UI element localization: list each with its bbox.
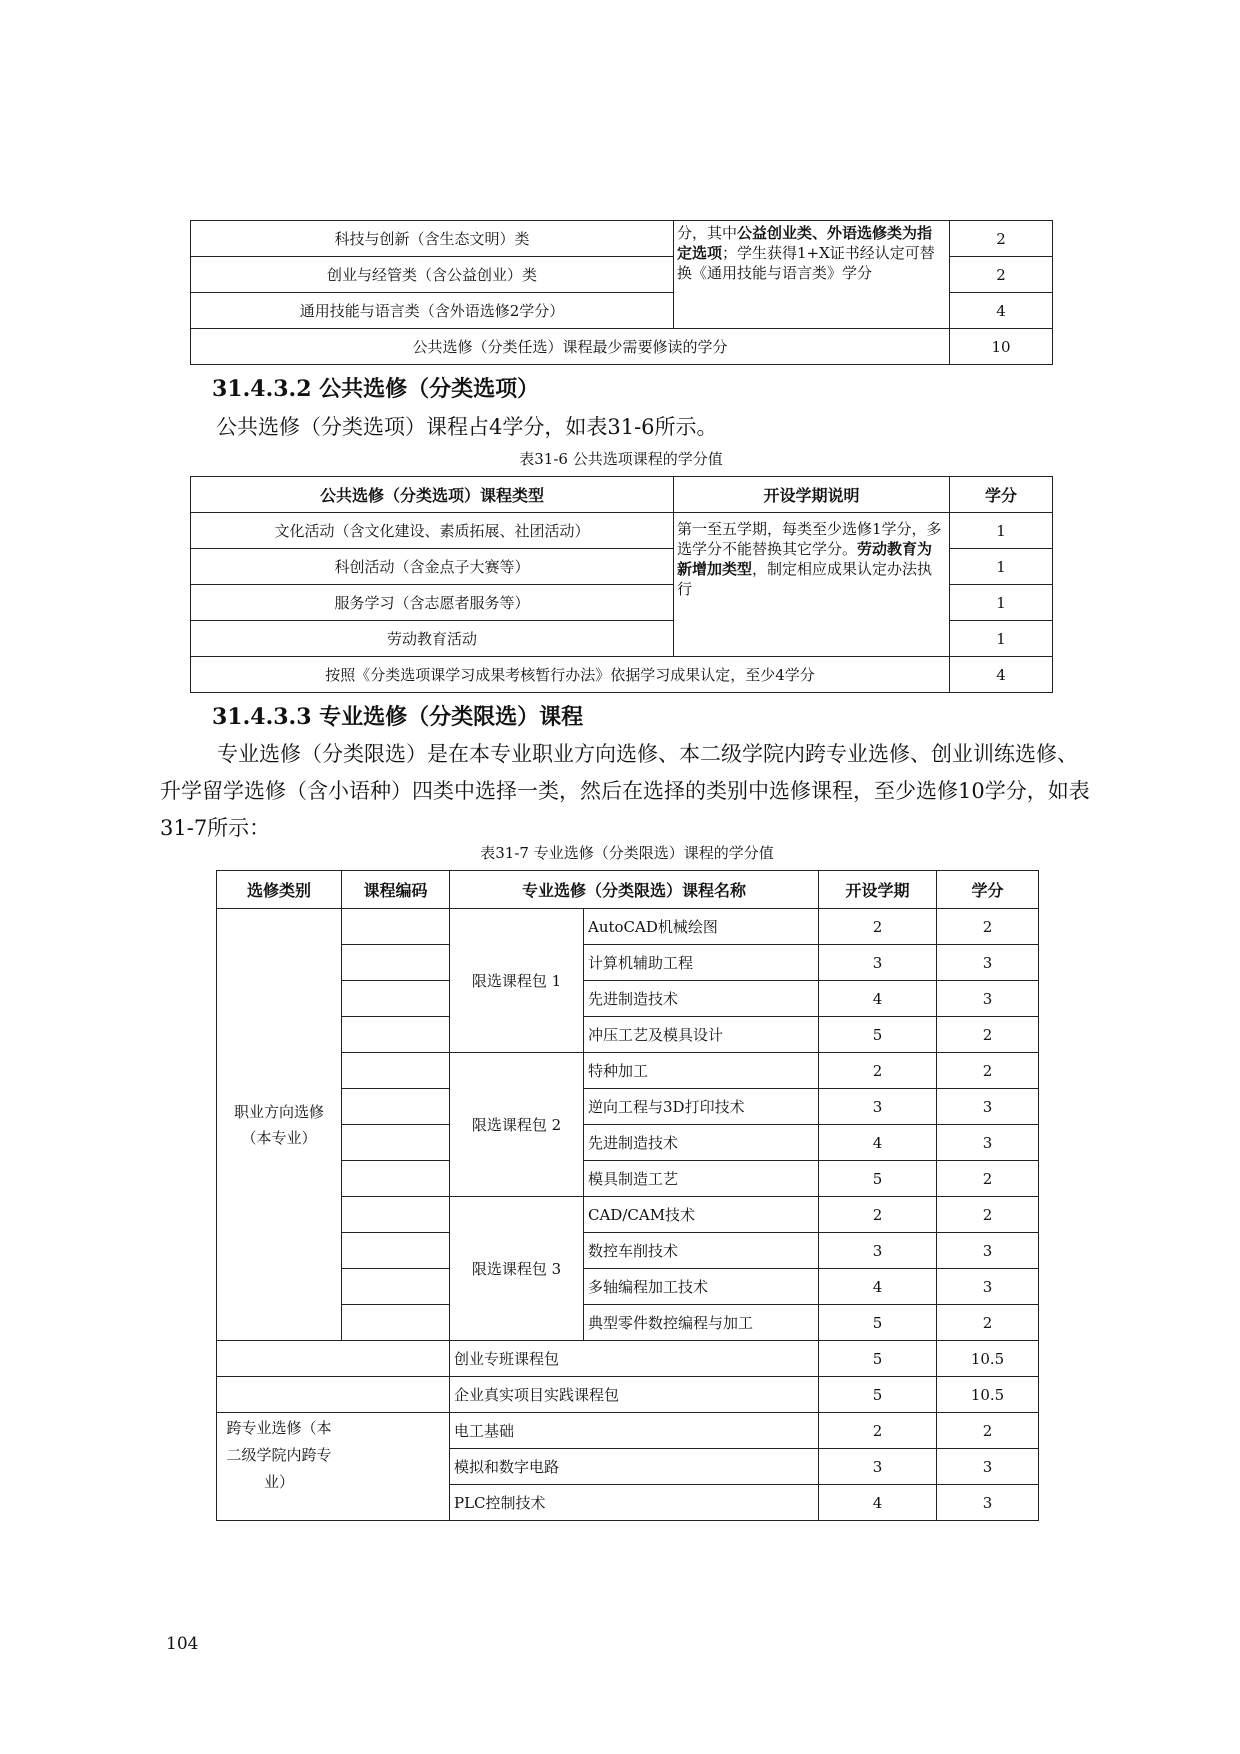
column-header: 课程编码	[342, 871, 450, 909]
package-cell: 限选课程包 1	[450, 909, 584, 1053]
term-cell: 2	[819, 909, 937, 945]
section-heading: 31.4.3.2 公共选修（分类选项）	[212, 376, 540, 402]
section-paragraph: 公共选修（分类选项）课程占4学分，如表31-6所示。	[216, 415, 718, 439]
course-code-cell	[342, 1017, 450, 1053]
course-name-cell: 模具制造工艺	[584, 1161, 819, 1197]
course-name-cell: 多轴编程加工技术	[584, 1269, 819, 1305]
course-code-cell	[342, 945, 450, 981]
credit-cell: 3	[937, 1485, 1039, 1521]
course-name-cell: AutoCAD机械绘图	[584, 909, 819, 945]
public-elective-any-table	[190, 220, 1053, 365]
credit-cell: 2	[937, 1305, 1039, 1341]
term-cell: 5	[819, 1017, 937, 1053]
page-number: 104	[166, 1634, 199, 1654]
term-cell: 5	[819, 1305, 937, 1341]
term-cell: 2	[819, 1053, 937, 1089]
term-cell: 3	[819, 1233, 937, 1269]
course-name-cell: 企业真实项目实践课程包	[450, 1377, 819, 1413]
course-code-cell	[342, 1053, 450, 1089]
credit-cell: 2	[937, 1413, 1039, 1449]
total-label-cell: 按照《分类选项课学习成果考核暂行办法》依据学习成果认定，至少4学分	[191, 657, 950, 693]
credit-cell: 3	[937, 1233, 1039, 1269]
credit-cell: 1	[950, 513, 1053, 549]
term-cell: 4	[819, 1485, 937, 1521]
package-cell: 限选课程包 2	[450, 1053, 584, 1197]
package-cell: 限选课程包 3	[450, 1197, 584, 1341]
column-header: 选修类别	[217, 871, 342, 909]
public-elective-option-table	[190, 476, 1053, 693]
total-label-cell: 公共选修（分类任选）课程最少需要修读的学分	[191, 329, 950, 365]
total-value-cell: 4	[950, 657, 1053, 693]
term-cell: 4	[819, 1269, 937, 1305]
credit-cell: 2	[950, 257, 1053, 293]
column-header: 学分	[937, 871, 1039, 909]
term-cell: 3	[819, 945, 937, 981]
credit-cell: 2	[937, 1161, 1039, 1197]
table-row	[191, 657, 1053, 693]
term-cell: 3	[819, 1449, 937, 1485]
credit-cell: 10.5	[937, 1341, 1039, 1377]
column-header: 学分	[950, 477, 1053, 513]
term-cell: 4	[819, 981, 937, 1017]
credit-cell: 3	[937, 1449, 1039, 1485]
category-cell: 职业方向选修（本专业）	[217, 909, 342, 1341]
course-name-cell: 逆向工程与3D打印技术	[584, 1089, 819, 1125]
term-cell: 5	[819, 1377, 937, 1413]
table-row	[217, 909, 1039, 945]
course-code-cell	[342, 1125, 450, 1161]
course-code-cell	[342, 1269, 450, 1305]
course-code-cell	[342, 1161, 450, 1197]
table-row	[217, 1341, 1039, 1377]
credit-cell: 3	[937, 981, 1039, 1017]
blank-cell	[217, 1341, 450, 1377]
credit-cell: 2	[937, 1053, 1039, 1089]
blank-cell	[217, 1377, 450, 1413]
course-code-cell	[342, 909, 450, 945]
course-code-cell	[342, 981, 450, 1017]
credit-cell: 2	[950, 221, 1053, 257]
course-name-cell: 创业专班课程包	[450, 1341, 819, 1377]
table-caption: 表31-6 公共选项课程的学分值	[519, 450, 723, 468]
term-note-cell: 第一至五学期，每类至少选修1学分，多选学分不能替换其它学分。劳动教育为新增加类型，制定相应成果认定办法执行	[674, 513, 950, 657]
course-type-cell: 劳动教育活动	[191, 621, 674, 657]
course-code-cell	[342, 1233, 450, 1269]
credit-cell: 2	[937, 909, 1039, 945]
table-row	[191, 221, 1053, 257]
credit-cell: 1	[950, 549, 1053, 585]
table-row	[217, 1413, 1039, 1449]
course-type-cell: 通用技能与语言类（含外语选修2学分）	[191, 293, 674, 329]
course-type-cell: 文化活动（含文化建设、素质拓展、社团活动）	[191, 513, 674, 549]
table-caption: 表31-7 专业选修（分类限选）课程的学分值	[480, 844, 774, 862]
section-paragraph: 专业选修（分类限选）是在本专业职业方向选修、本二级学院内跨专业选修、创业训练选修、升学留学选修（含小语种）四类中选择一类，然后在选择的类别中选修课程，至少选修10学分，如表31-7所示：	[160, 742, 1090, 840]
course-name-cell: 计算机辅助工程	[584, 945, 819, 981]
course-name-cell: 电工基础	[450, 1413, 819, 1449]
course-name-cell: 典型零件数控编程与加工	[584, 1305, 819, 1341]
course-code-cell	[342, 1305, 450, 1341]
course-name-cell: 数控车削技术	[584, 1233, 819, 1269]
course-code-cell	[342, 1089, 450, 1125]
term-cell: 4	[819, 1125, 937, 1161]
table-row	[191, 513, 1053, 549]
credit-cell: 1	[950, 621, 1053, 657]
credit-cell: 3	[937, 945, 1039, 981]
term-cell: 2	[819, 1197, 937, 1233]
term-cell: 5	[819, 1341, 937, 1377]
credit-cell: 2	[937, 1197, 1039, 1233]
credit-cell: 3	[937, 1125, 1039, 1161]
course-name-cell: PLC控制技术	[450, 1485, 819, 1521]
course-name-cell: CAD/CAM技术	[584, 1197, 819, 1233]
credit-cell: 1	[950, 585, 1053, 621]
credit-cell: 4	[950, 293, 1053, 329]
course-name-cell: 先进制造技术	[584, 981, 819, 1017]
table-header-row	[191, 477, 1053, 513]
course-type-cell: 科创活动（含金点子大赛等）	[191, 549, 674, 585]
course-name-cell: 特种加工	[584, 1053, 819, 1089]
category-cell: 跨专业选修（本二级学院内跨专业）	[217, 1413, 450, 1521]
credit-cell: 2	[937, 1017, 1039, 1053]
course-type-cell: 创业与经管类（含公益创业）类	[191, 257, 674, 293]
elective-note-cell: 分，其中公益创业类、外语选修类为指定选项；学生获得1+X证书经认定可替换《通用技能与语言类》学分	[674, 221, 950, 329]
term-cell: 2	[819, 1413, 937, 1449]
table-row	[191, 329, 1053, 365]
course-code-cell	[342, 1197, 450, 1233]
credit-cell: 3	[937, 1269, 1039, 1305]
course-type-cell: 服务学习（含志愿者服务等）	[191, 585, 674, 621]
column-header: 公共选修（分类选项）课程类型	[191, 477, 674, 513]
course-type-cell: 科技与创新（含生态文明）类	[191, 221, 674, 257]
credit-cell: 10.5	[937, 1377, 1039, 1413]
section-heading: 31.4.3.3 专业选修（分类限选）课程	[212, 704, 584, 730]
table-row	[217, 1377, 1039, 1413]
column-header: 专业选修（分类限选）课程名称	[450, 871, 819, 909]
term-cell: 5	[819, 1161, 937, 1197]
total-value-cell: 10	[950, 329, 1053, 365]
major-elective-table	[216, 870, 1039, 1521]
column-header: 开设学期	[819, 871, 937, 909]
course-name-cell: 模拟和数字电路	[450, 1449, 819, 1485]
course-name-cell: 先进制造技术	[584, 1125, 819, 1161]
course-name-cell: 冲压工艺及模具设计	[584, 1017, 819, 1053]
table-header-row	[217, 871, 1039, 909]
column-header: 开设学期说明	[674, 477, 950, 513]
term-cell: 3	[819, 1089, 937, 1125]
credit-cell: 3	[937, 1089, 1039, 1125]
